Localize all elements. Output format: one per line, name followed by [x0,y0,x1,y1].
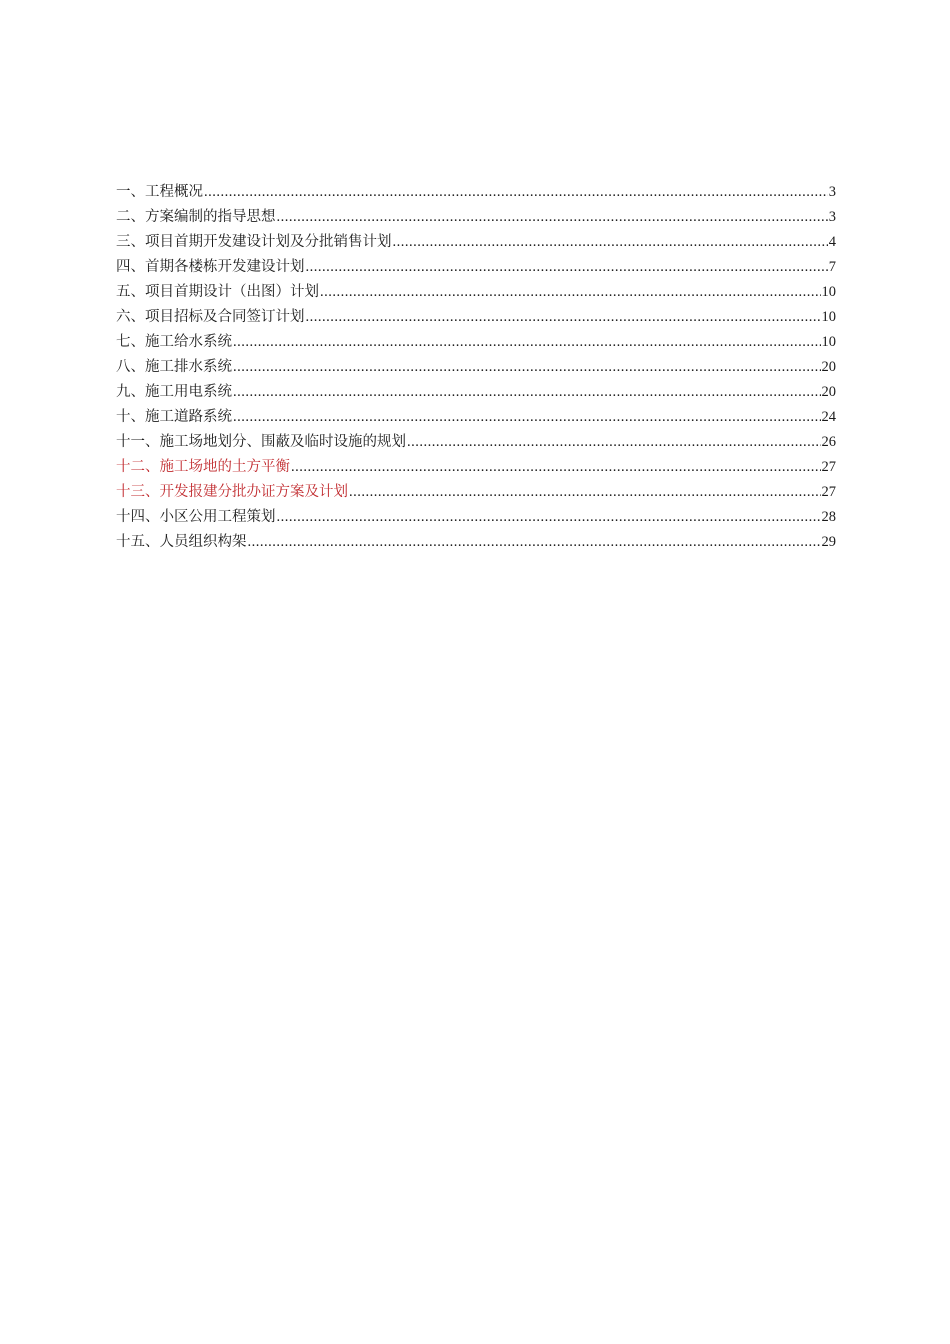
toc-page-number: 20 [821,384,836,400]
toc-entry-title: 一、工程概况 [116,184,203,200]
toc-entry[interactable] [116,330,836,355]
toc-entry[interactable] [116,405,836,430]
toc-page-number: 10 [821,309,836,325]
toc-entry-title: 三、项目首期开发建设计划及分批销售计划 [116,234,392,250]
toc-page-number: 10 [821,284,836,300]
toc-entry[interactable] [116,280,836,305]
toc-entry[interactable] [116,255,836,280]
toc-leader-dots [233,405,821,430]
table-of-contents [116,180,836,555]
toc-entry[interactable] [116,530,836,555]
toc-entry-title: 七、施工给水系统 [116,334,232,350]
toc-entry[interactable] [116,455,836,480]
toc-entry-title: 十四、小区公用工程策划 [116,509,276,525]
toc-leader-dots [349,480,821,505]
toc-entry[interactable] [116,305,836,330]
toc-entry-title: 八、施工排水系统 [116,359,232,375]
toc-entry-title: 十、施工道路系统 [116,409,232,425]
toc-page-number: 7 [828,259,836,275]
toc-leader-dots [233,355,821,380]
toc-page-number: 4 [828,234,836,250]
toc-entry[interactable] [116,205,836,230]
toc-entry[interactable] [116,480,836,505]
toc-entry-title: 十二、施工场地的土方平衡 [116,459,290,475]
toc-page-number: 3 [828,209,836,225]
toc-entry-title: 六、项目招标及合同签订计划 [116,309,305,325]
toc-leader-dots [306,255,828,280]
toc-leader-dots [320,280,821,305]
toc-entry-title: 十一、施工场地划分、围蔽及临时设施的规划 [116,434,406,450]
toc-page-number: 29 [821,534,836,550]
toc-entry[interactable] [116,355,836,380]
toc-entry-title: 九、施工用电系统 [116,384,232,400]
toc-page-number: 27 [821,459,836,475]
toc-page-number: 24 [821,409,836,425]
toc-page-number: 28 [821,509,836,525]
toc-page-number: 27 [821,484,836,500]
toc-leader-dots [291,455,821,480]
toc-leader-dots [393,230,828,255]
toc-leader-dots [277,205,828,230]
toc-leader-dots [306,305,821,330]
toc-entry-title: 十五、人员组织构架 [116,534,247,550]
toc-page-number: 10 [821,334,836,350]
toc-leader-dots [233,330,821,355]
toc-page-number: 3 [828,184,836,200]
toc-page-number: 20 [821,359,836,375]
toc-entry-title: 十三、开发报建分批办证方案及计划 [116,484,348,500]
toc-leader-dots [277,505,821,530]
toc-entry-title: 五、项目首期设计（出图）计划 [116,284,319,300]
toc-entry[interactable] [116,430,836,455]
toc-entry-title: 四、首期各楼栋开发建设计划 [116,259,305,275]
toc-leader-dots [248,530,821,555]
toc-entry-title: 二、方案编制的指导思想 [116,209,276,225]
toc-entry[interactable] [116,180,836,205]
toc-page-number: 26 [821,434,836,450]
toc-entry[interactable] [116,380,836,405]
toc-leader-dots [233,380,821,405]
toc-entry[interactable] [116,230,836,255]
toc-entry[interactable] [116,505,836,530]
toc-leader-dots [407,430,821,455]
toc-leader-dots [204,180,828,205]
